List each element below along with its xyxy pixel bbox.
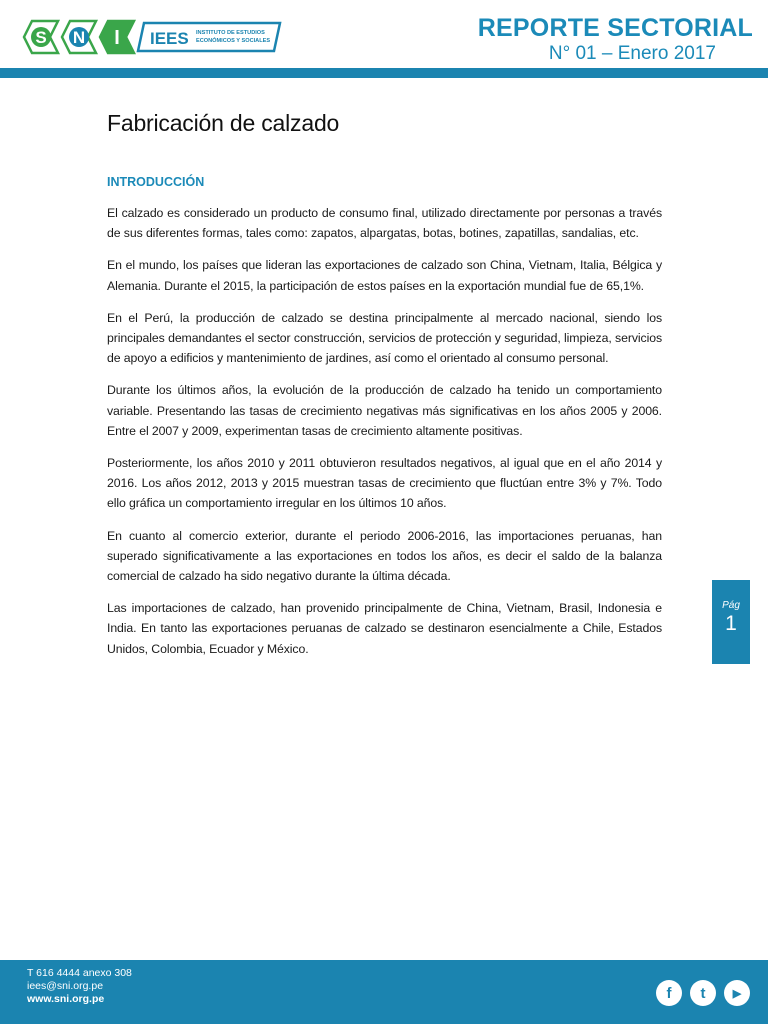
sni-iees-logo bbox=[18, 17, 288, 57]
section-heading: INTRODUCCIÓN bbox=[107, 175, 205, 189]
page-footer bbox=[0, 960, 768, 1024]
footer-contact bbox=[27, 967, 132, 1006]
paragraph: Las importaciones de calzado, han provenido principalmente de China, Vietnam, Brasil, Indonesia e India. En tanto las exportaciones peruanas de calzado se destinaron esencialmente a Chile, Estados Unidos, Colombia, Ecuador y México. bbox=[107, 601, 662, 656]
page-number: 1 bbox=[725, 612, 737, 635]
page-label: Pág bbox=[722, 600, 740, 611]
paragraph: Durante los últimos años, la evolución de la producción de calzado ha tenido un comportamiento variable. Presentando las tasas de crecimiento negativas más significativas en los años 2005 y 2006. Entre el 2007 y 2009, experimentan tasas de crecimiento altamente positivas. bbox=[107, 383, 662, 438]
paragraph: El calzado es considerado un producto de consumo final, utilizado directamente por personas a través de sus diferentes formas, tales como: zapatos, alpargatas, botas, botines, zapatillas, sandalias, etc. bbox=[107, 206, 662, 241]
svg-text:INSTITUTO DE ESTUDIOS: INSTITUTO DE ESTUDIOS bbox=[196, 30, 265, 36]
sni-logo-mark bbox=[24, 21, 134, 53]
svg-text:IEES: IEES bbox=[150, 29, 189, 48]
report-title: REPORTE SECTORIAL bbox=[477, 14, 753, 42]
document-body bbox=[107, 110, 662, 671]
iees-logo-mark bbox=[138, 23, 280, 51]
footer-website[interactable]: www.sni.org.pe bbox=[27, 993, 105, 1005]
paragraph: En el Perú, la producción de calzado se destina principalmente al mercado nacional, siendo los principales demandantes el sector construcción, servicios de protección y seguridad, limpieza, servicios de apoyo a edificios y mantenimiento de jardines, así como el orientado al consumo personal. bbox=[107, 310, 662, 366]
svg-text:S: S bbox=[35, 28, 47, 47]
page-number-tab bbox=[712, 580, 750, 664]
paragraph: En el mundo, los países que lideran las exportaciones de calzado son China, Vietnam, Italia, Bélgica y Alemania. Durante el 2015, la participación de estos países en la exportación mundial fue de 65,1%. bbox=[107, 258, 662, 293]
youtube-icon[interactable]: ▶ bbox=[724, 980, 750, 1006]
svg-text:ECONÓMICOS Y SOCIALES: ECONÓMICOS Y SOCIALES bbox=[196, 38, 271, 44]
paragraph: En cuanto al comercio exterior, durante el periodo 2006-2016, las importaciones peruanas, han superado significativamente a las exportaciones en todos los años, es decir el saldo de la balanza comercial de calzado ha sido negativo durante la última década. bbox=[107, 528, 662, 584]
svg-text:I: I bbox=[114, 27, 120, 49]
paragraph: Posteriormente, los años 2010 y 2011 obtuvieron resultados negativos, al igual que en el año 2014 y 2016. Los años 2012, 2013 y 2015 muestran tasas de crecimiento que fluctúan entre 3% y 7%. Todo ello gráfica un comportamiento irregular en los últimos 10 años. bbox=[107, 456, 662, 511]
report-issue: N° 01 – Enero 2017 bbox=[548, 43, 716, 64]
page-header bbox=[0, 0, 768, 70]
svg-text:N: N bbox=[72, 28, 86, 47]
facebook-icon[interactable]: f bbox=[656, 980, 682, 1006]
footer-phone: T 616 4444 anexo 308 bbox=[27, 967, 132, 979]
twitter-icon[interactable]: t bbox=[690, 980, 716, 1006]
header-divider bbox=[0, 68, 768, 78]
document-title: Fabricación de calzado bbox=[107, 110, 340, 136]
footer-email[interactable]: iees@sni.org.pe bbox=[27, 980, 104, 992]
social-links bbox=[656, 980, 750, 1006]
